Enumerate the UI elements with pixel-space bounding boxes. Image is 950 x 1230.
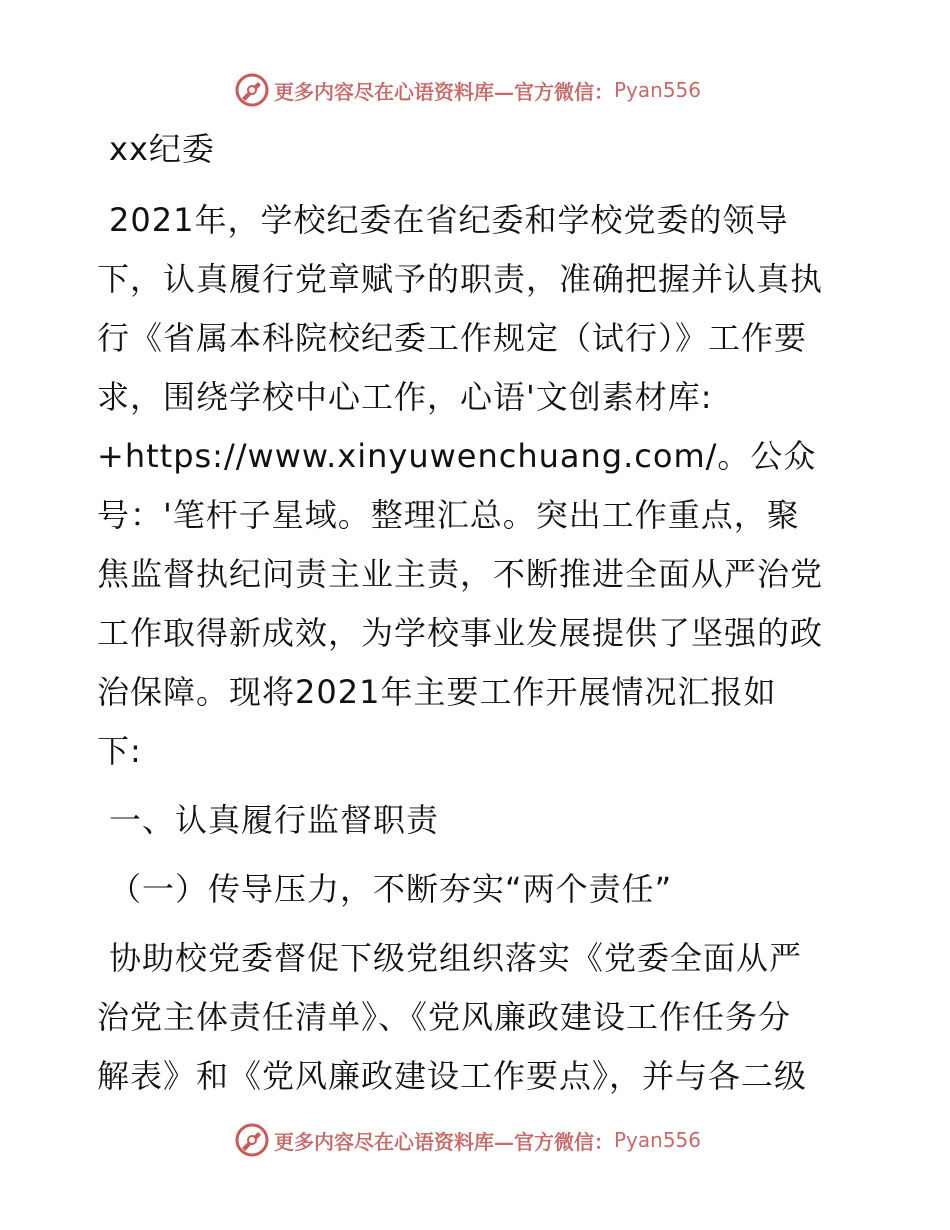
- watermark-banner-top: [234, 70, 701, 110]
- intro-line: 工作取得新成效，为学校事业发展提供了坚强的政: [97, 614, 824, 652]
- intro-line: 2021年，学校纪委在省纪委和学校党委的领导: [109, 201, 789, 239]
- intro-line: 下:: [97, 732, 142, 770]
- banner-wechat-id: Pyan556: [614, 1128, 702, 1152]
- banner-wechat-id: Pyan556: [614, 78, 702, 102]
- body-line: 治党主体责任清单》、《党风廉政建设工作任务分: [97, 998, 792, 1036]
- intro-line: 号：'笔杆子星域。整理汇总。突出工作重点，聚: [97, 496, 800, 534]
- subsection-title: （一）传导压力，不断夯实“两个责任”: [109, 870, 673, 908]
- banner-text: 更多内容尽在心语资料库—官方微信：: [274, 79, 614, 104]
- intro-line: 下，认真履行党章赋予的职责，准确把握并认真执: [97, 260, 824, 298]
- intro-line: 治保障。现将2021年主要工作开展情况汇报如: [97, 673, 777, 711]
- banner-text: 更多内容尽在心语资料库—官方微信：: [274, 1129, 614, 1154]
- brand-logo-icon: [234, 72, 270, 108]
- document-body: [97, 120, 857, 1106]
- intro-line: 行《省属本科院校纪委工作规定（试行）》工作要: [97, 319, 808, 357]
- section-title: 一、认真履行监督职责: [109, 801, 440, 839]
- body-line: 解表》和《党风廉政建设工作要点》，并与各二级: [97, 1057, 808, 1095]
- intro-line: 焦监督执纪问责主业主责，不断推进全面从严治党: [97, 555, 824, 593]
- doc-heading: xx纪委: [109, 130, 215, 168]
- brand-logo-icon: [234, 1122, 270, 1158]
- body-line: 协助校党委督促下级党组织落实《党委全面从严: [109, 939, 803, 977]
- intro-line: 求，围绕学校中心工作，心语'文创素材库:: [97, 378, 713, 416]
- watermark-banner-bottom: [234, 1120, 701, 1160]
- intro-line: +https://www.xinyuwenchuang.com/。公众: [97, 437, 817, 475]
